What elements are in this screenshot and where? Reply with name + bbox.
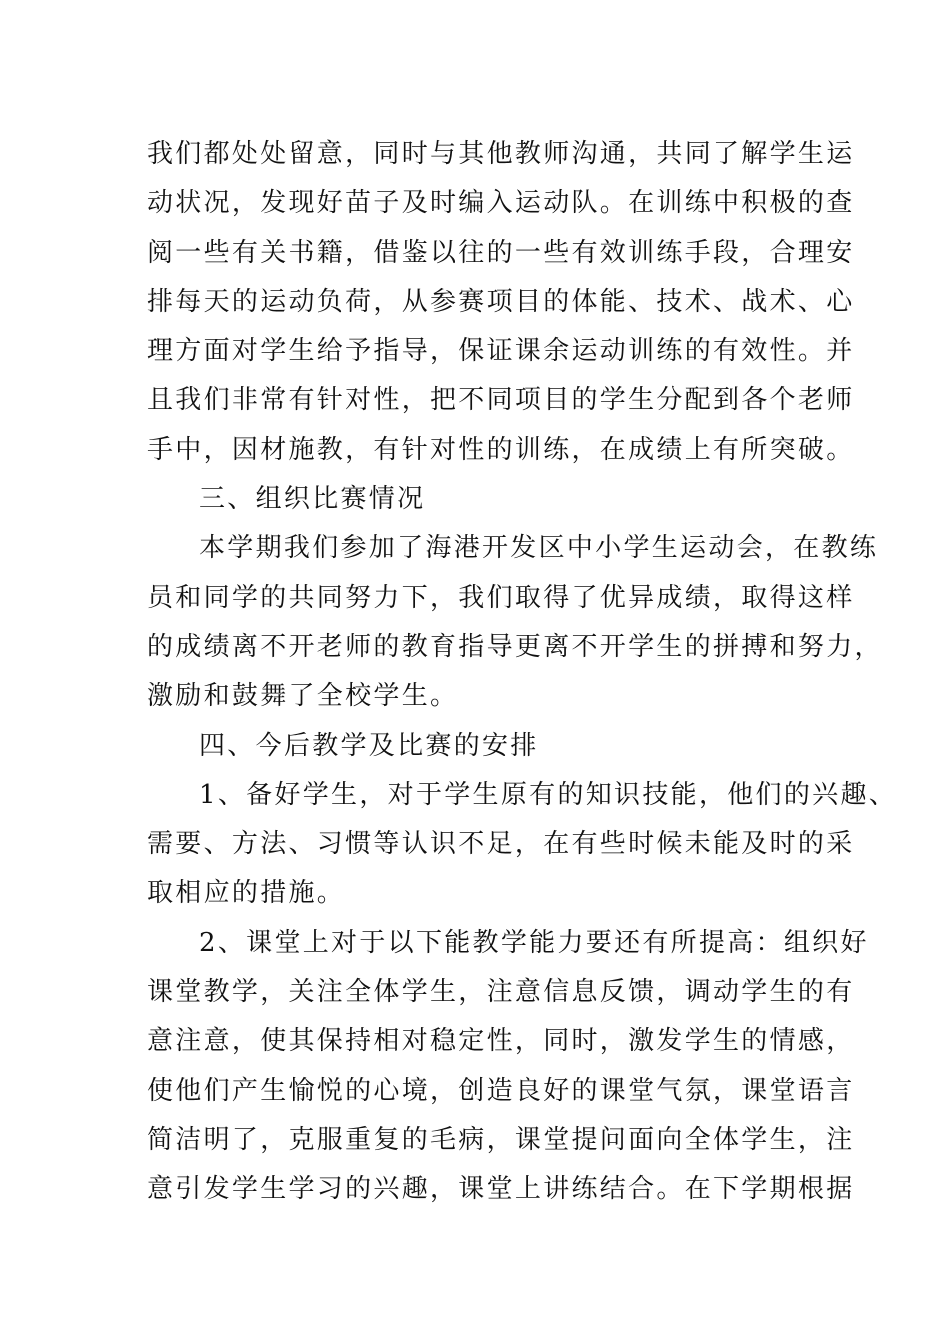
text-line: 手中，因材施教，有针对性的训练，在成绩上有所突破。 — [147, 434, 855, 465]
text-line: 简洁明了，克服重复的毛病，课堂提问面向全体学生，注 — [147, 1124, 855, 1155]
text-line: 且我们非常有针对性，把不同项目的学生分配到各个老师 — [147, 385, 855, 416]
text-line: 理方面对学生给予指导，保证课余运动训练的有效性。并 — [147, 336, 855, 367]
text-line: 排每天的运动负荷，从参赛项目的体能、技术、战术、心 — [147, 286, 855, 317]
text-line: 本学期我们参加了海港开发区中小学生运动会，在教练 — [199, 533, 879, 564]
text-line: 2、课堂上对于以下能教学能力要还有所提高：组织好 — [199, 927, 869, 958]
text-line: 1、备好学生，对于学生原有的知识技能，他们的兴趣、 — [199, 779, 898, 810]
text-line: 意注意，使其保持相对稳定性，同时，激发学生的情感， — [147, 1026, 855, 1057]
text-line: 意引发学生学习的兴趣，课堂上讲练结合。在下学期根据 — [147, 1174, 855, 1205]
text-line: 的成绩离不开老师的教育指导更离不开学生的拼搏和努力， — [147, 631, 883, 662]
text-line: 激励和鼓舞了全校学生。 — [147, 681, 459, 712]
text-line: 动状况，发现好苗子及时编入运动队。在训练中积极的查 — [147, 188, 855, 219]
text-line: 阅一些有关书籍，借鉴以往的一些有效训练手段，合理安 — [147, 237, 855, 268]
text-line: 三、组织比赛情况 — [199, 484, 426, 515]
text-line: 课堂教学，关注全体学生，注意信息反馈，调动学生的有 — [147, 977, 855, 1008]
document-body — [147, 130, 898, 1215]
text-line: 取相应的措施。 — [147, 878, 346, 909]
text-line: 使他们产生愉悦的心境，创造良好的课堂气氛，课堂语言 — [147, 1075, 855, 1106]
text-line: 员和同学的共同努力下，我们取得了优异成绩，取得这样 — [147, 582, 855, 613]
text-line: 需要、方法、习惯等认识不足，在有些时候未能及时的采 — [147, 829, 855, 860]
text-line: 四、今后教学及比赛的安排 — [199, 730, 539, 761]
text-line: 我们都处处留意，同时与其他教师沟通，共同了解学生运 — [147, 139, 855, 169]
